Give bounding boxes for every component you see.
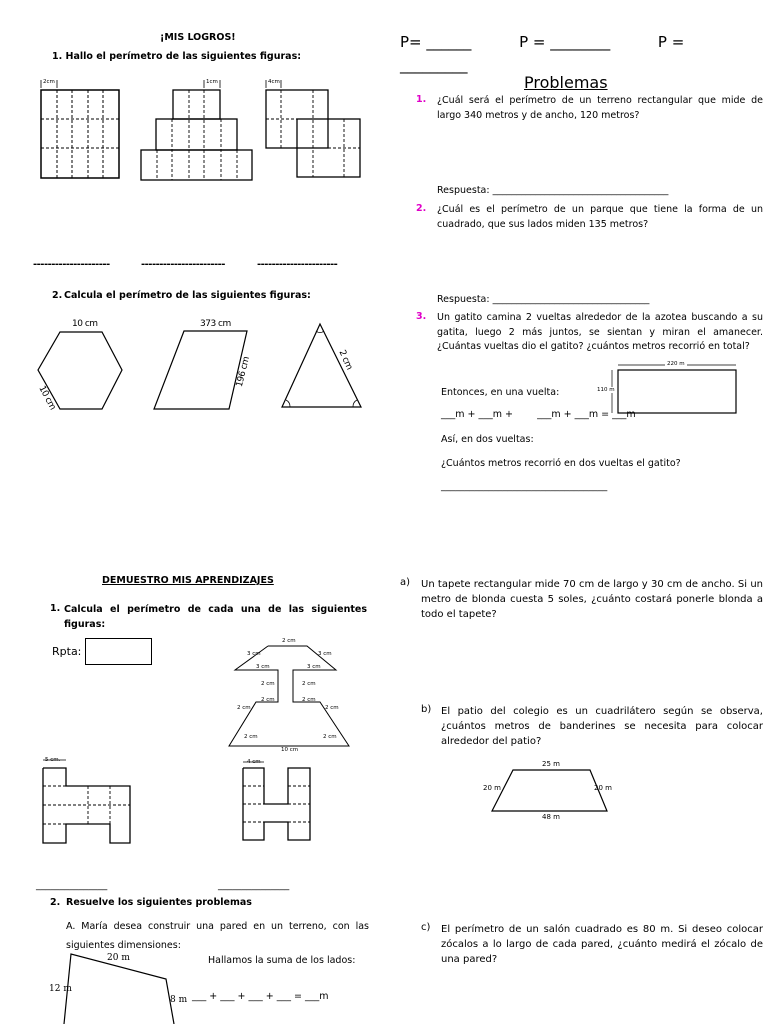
- house-label-r2a: 2 cm: [302, 681, 316, 687]
- section2-q1-text: Calcula el perímetro de cada una de las siguientes figuras:: [64, 604, 367, 630]
- house-label-il3: 3 cm: [256, 664, 270, 670]
- problem-a-label: a): [400, 577, 411, 588]
- section-title-demuestro: DEMUESTRO MIS APRENDIZAJES: [102, 575, 274, 586]
- problems-heading: Problemas: [524, 73, 608, 92]
- problem-1-answer: Respuesta: _____________________________________: [437, 185, 669, 196]
- hexagon-top-label: 10 cm: [72, 319, 98, 329]
- house-label-r2c: 2 cm: [325, 705, 339, 711]
- problem-a-statement: Un tapete rectangular mide 70 cm de largo y 30 cm de ancho. Si un metro de blonda cuesta 5 soles, ¿cuánto costará ponerle blonda a todo el tapete?: [421, 579, 763, 620]
- house-label-l2b: 2 cm: [261, 697, 275, 703]
- wall-top-label: 20 m: [107, 953, 130, 963]
- problem-2-answer: Respuesta: _________________________________: [437, 294, 650, 305]
- triangle-side-label: 2 cm: [336, 348, 354, 372]
- problem-a-text: A. María desea construir una pared en un terreno, con las siguientes dimensiones:: [66, 921, 369, 951]
- rooftop-width-label: 220 m: [667, 361, 685, 367]
- wall-left-label: 12 m: [49, 984, 72, 994]
- answer-blank-1: _______________: [36, 880, 108, 891]
- trapezoid-top-label: 25 m: [542, 760, 560, 768]
- one-lap-sum-line: ___m + ___m + ___m + ___m = ___m: [441, 409, 636, 420]
- grid2-label-2: 4 cm: [247, 759, 261, 765]
- one-lap-label: Entonces, en una vuelta:: [441, 387, 560, 398]
- two-laps-question: ¿Cuántos metros recorrió en dos vueltas el gatito?: [441, 458, 681, 469]
- house-label-r3: 3 cm: [318, 651, 332, 657]
- grid-label-2: 1cm: [206, 79, 218, 85]
- answer-blank-2: _______________: [218, 880, 290, 891]
- hexagon-side-label: 10 cm: [36, 384, 58, 412]
- section2-q2-number: 2.: [50, 897, 61, 908]
- problem-1-text: ¿Cuál será el perímetro de un terreno rectangular que mide de largo 340 metros y de ancho, 120 metros?: [437, 95, 763, 121]
- house-label-ir3: 3 cm: [307, 664, 321, 670]
- grid2-label-1: 5 cm.: [45, 757, 61, 763]
- problem-b-statement: El patio del colegio es un cuadrilátero según se observa, ¿cuántos metros de banderines se necesita para colocar alrededor del patio?: [441, 706, 763, 747]
- question-2-number: 2.: [52, 290, 63, 301]
- wall-right-label: 8 m: [170, 995, 188, 1005]
- problem-2-number: 2.: [416, 203, 427, 214]
- grid-label-1: 2cm: [43, 79, 55, 85]
- section2-q1-number: 1.: [50, 603, 61, 614]
- problem-1-number: 1.: [416, 94, 427, 105]
- trapezoid-right-label: 20 m: [594, 784, 612, 792]
- house-label-top: 2 cm: [282, 638, 296, 644]
- house-label-r2b: 2 cm: [302, 697, 316, 703]
- problem-2-text: ¿Cuál es el perímetro de un parque que tiene la forma de un cuadrado, que sus lados miden 135 metros?: [437, 204, 763, 230]
- rpta-label: Rpta:: [52, 645, 82, 658]
- sum-sides-line: ___ + ___ + ___ + ___ = ___m: [192, 991, 329, 1002]
- trapezoid-left-label: 20 m: [483, 784, 501, 792]
- house-label-l3: 3 cm: [247, 651, 261, 657]
- perimeter-answer-line: P= ______ P = ________ P =: [400, 33, 685, 51]
- sum-sides-label: Hallamos la suma de los lados:: [208, 955, 356, 966]
- question-2-heading: Calcula el perímetro de las siguientes figuras:: [64, 290, 311, 301]
- house-label-l2a: 2 cm: [261, 681, 275, 687]
- problem-3-number: 3.: [416, 311, 427, 322]
- question-1-heading: 1. Hallo el perímetro de las siguientes figuras:: [52, 51, 302, 62]
- problem-b-label: b): [421, 704, 432, 715]
- answer-dash-line-2: -----------------------: [141, 259, 225, 270]
- section-title-mis-logros: ¡MIS LOGROS!: [160, 32, 236, 43]
- two-laps-answer-line: ___________________________________: [441, 481, 608, 492]
- perimeter-answer-line-2: _________: [400, 56, 468, 74]
- problem-c-statement: El perímetro de un salón cuadrado es 80 m. Si deseo colocar zócalos a lo largo de cada pared, ¿cuánto medirá el zócalo de una pared?: [441, 924, 763, 965]
- house-label-r2d: 2 cm: [323, 734, 337, 740]
- two-laps-label: Así, en dos vueltas:: [441, 434, 534, 445]
- trapezoid-bottom-label: 48 m: [542, 813, 560, 821]
- problem-c-label: c): [421, 922, 431, 933]
- rooftop-height-label: 110 m: [597, 387, 615, 393]
- problem-3-text: Un gatito camina 2 vueltas alrededor de la azotea buscando a su gatita, luego 2 más juntos, se sientan y miran el amanecer. ¿Cuántas vueltas dio el gatito? ¿cuántos metros recorrió en total?: [437, 312, 763, 352]
- house-label-bottom: 10 cm: [281, 747, 299, 753]
- parallelogram-top-label: 373 cm: [200, 319, 231, 329]
- house-label-l2c: 2 cm: [237, 705, 251, 711]
- house-label-l2d: 2 cm: [244, 734, 258, 740]
- answer-dash-line-1: ---------------------: [33, 259, 110, 270]
- section2-q2-text: Resuelve los siguientes problemas: [66, 897, 252, 908]
- parallelogram-side-label: 196 cm: [234, 355, 252, 389]
- grid-label-3: 4cm: [268, 79, 280, 85]
- patio-trapezoid: [492, 770, 607, 811]
- answer-dash-line-3: ----------------------: [257, 259, 338, 270]
